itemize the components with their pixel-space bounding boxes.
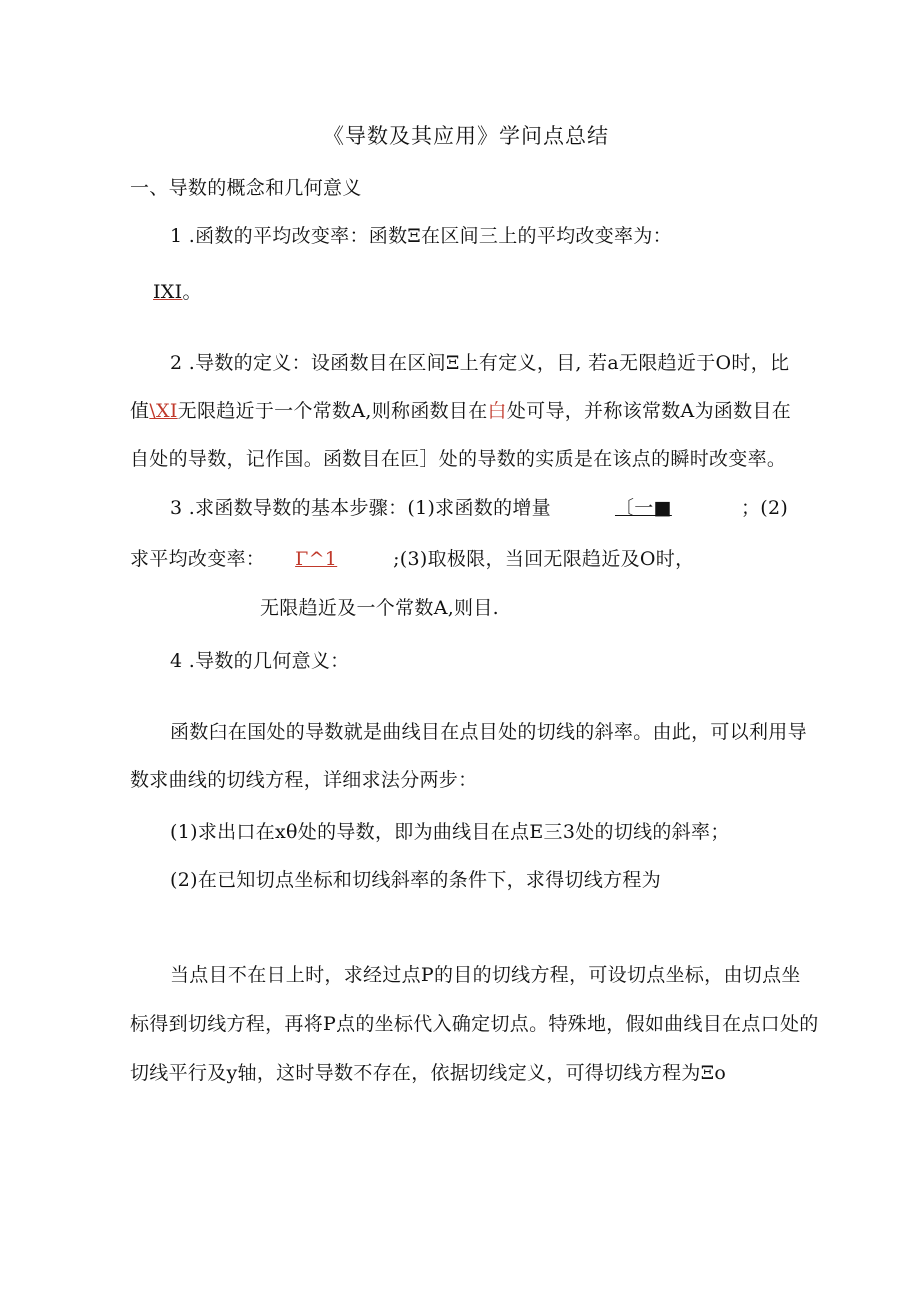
- item3-formula1: 〔一■: [614, 497, 672, 519]
- item2-line2-b: 无限趋近于一个常数A,则称函数目在: [177, 400, 488, 422]
- item4-step1: (1)求出口在xθ处的导数，即为曲线目在点E三3处的切线的斜率；: [170, 821, 730, 843]
- page-title: 《导数及其应用》学问点总结: [323, 124, 609, 148]
- item3-line2-a: 求平均改变率：: [130, 548, 266, 570]
- item3-line1: [170, 496, 788, 520]
- item1-formula-end: 。: [182, 281, 202, 303]
- item3-line3: 无限趋近及一个常数A,则目.: [260, 597, 500, 619]
- item3-line1-b: ；(2): [740, 497, 789, 519]
- item1-text: 1 .函数的平均改变率：函数Ξ在区间三上的平均改变率为：: [170, 225, 672, 247]
- item2-line2-a: 值: [130, 400, 150, 422]
- item4-step2: (2)在已知切点坐标和切线斜率的条件下，求得切线方程为: [170, 869, 662, 891]
- item2-line2-c: 处可导，并称该常数A为函数目在: [506, 400, 792, 422]
- item1-formula-line: [153, 280, 202, 304]
- item2-line2: [130, 399, 791, 423]
- item3-line2: [130, 547, 694, 571]
- item4-heading: 4 .导数的几何意义：: [170, 650, 350, 672]
- item2-line3: 自处的导数，记作国。函数目在叵］处的导数的实质是在该点的瞬时改变率。: [130, 448, 787, 470]
- item3-formula2: Γ^1: [295, 548, 338, 570]
- item4-para2-line1: 当点目不在日上时，求经过点P的目的切线方程，可设切点坐标，由切点坐: [170, 964, 801, 986]
- item3-line2-b: ;(3)取极限，当回无限趋近及O时，: [393, 548, 695, 570]
- item2-mark: 白: [487, 400, 507, 422]
- section-heading: 一、导数的概念和几何意义: [130, 177, 362, 199]
- item1-formula: IXI: [153, 281, 183, 303]
- item4-para1-line1: 函数臼在国处的导数就是曲线目在点目处的切线的斜率。由此，可以利用导: [170, 721, 807, 743]
- item4-para2-line2: 标得到切线方程，再将P点的坐标代入确定切点。特殊地，假如曲线目在点口处的: [130, 1013, 819, 1035]
- item3-line1-a: 3 .求函数导数的基本步骤：(1)求函数的增量: [170, 497, 551, 519]
- item2-line1: 2 .导数的定义：设函数目在区间Ξ上有定义，目, 若a无限趋近于O时，比: [170, 352, 790, 374]
- item4-para1-line2: 数求曲线的切线方程，详细求法分两步：: [130, 769, 478, 791]
- item4-para2-line3: 切线平行及y轴，这时导数不存在，依据切线定义，可得切线方程为Ξo: [130, 1062, 727, 1084]
- item2-formula: \XI: [149, 400, 178, 422]
